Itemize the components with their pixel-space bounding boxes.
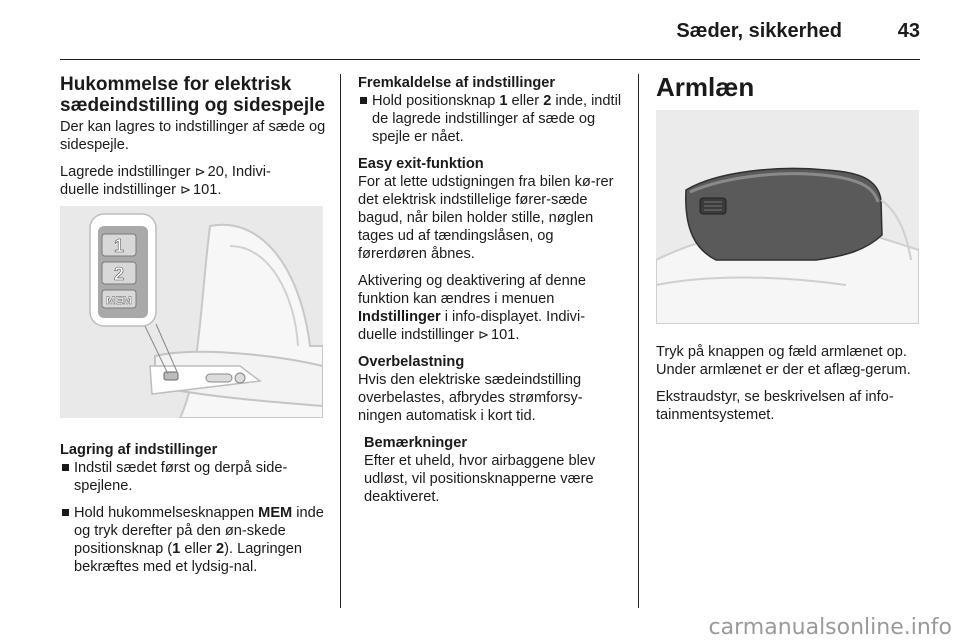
- save-heading: Lagring af indstillinger: [60, 442, 218, 458]
- armrest-text-1: Tryk på knappen og fæld armlænet op. Under armlænet er der et aflæg-gerum.: [656, 344, 911, 378]
- bullet2-or: eller: [180, 541, 216, 557]
- note-block: [358, 434, 624, 506]
- reference-arrow-icon: ⊳: [194, 164, 206, 179]
- column-2: [358, 74, 624, 515]
- armrest-heading: Armlæn: [656, 72, 755, 102]
- header-title: Sæder, sikkerhed: [676, 20, 842, 42]
- armrest-text-2: Ekstraudstyr, se beskrivelsen af info-tainmentsystemet.: [656, 389, 894, 423]
- watermark: carmanualsonline.info: [708, 615, 952, 640]
- ref-b-text: duelle indstillinger: [60, 182, 177, 198]
- overload-text: Hvis den elektriske sædeindstilling overbelastes, afbrydes strømforsy-ningen automatisk i kort tid.: [358, 372, 583, 424]
- bullet2-a: Hold hukommelsesknappen: [74, 505, 259, 521]
- reference-arrow-icon: ⊳: [180, 182, 191, 197]
- note-text: Efter et uheld, hvor airbaggene blev udløst, vil positionsknapperne være deaktiveret.: [364, 453, 596, 505]
- bullet2-1: 1: [172, 541, 181, 557]
- memory-button-1: 1: [113, 236, 125, 256]
- column-1: [60, 74, 326, 208]
- easy-exit-text: For at lette udstigningen fra bilen kø-rer det elektrisk indstillelige fører-sæde bagud, når bilen holder stille, nøglen tages ud af tændingslåsen, og førerdøren åbnes.: [358, 174, 614, 262]
- ref-a-text: Lagrede indstillinger: [60, 164, 191, 180]
- column-divider-2: [638, 74, 639, 608]
- armrest-drawing: [656, 110, 919, 324]
- reference-text: [60, 163, 326, 199]
- recall-2: 2: [543, 93, 552, 109]
- ref-a-num: 20, Indivi-: [207, 164, 271, 180]
- easy-exit-heading: Easy exit-funktion: [358, 156, 484, 172]
- activation-a: Aktivering og deaktivering af denne funktion kan ændres i menuen: [358, 273, 586, 307]
- activation-b: i info-displayet. Indivi-duelle indstillinger: [358, 309, 586, 343]
- intro-text: Der kan lagres to indstillinger af sæde og sidespejle.: [60, 119, 326, 153]
- column-divider-1: [340, 74, 341, 608]
- bullet2-mem: MEM: [258, 505, 293, 521]
- list-item: [60, 459, 326, 495]
- armrest-illustration: [656, 110, 919, 324]
- recall-or: eller: [507, 93, 544, 109]
- reference-arrow-icon: ⊳: [478, 327, 489, 342]
- activation-bold: Indstillinger: [358, 309, 441, 325]
- seat-memory-drawing: [60, 206, 323, 418]
- recall-steps-list: [358, 92, 624, 146]
- section-heading: [60, 74, 326, 116]
- bullet2-2: 2: [215, 541, 225, 557]
- memory-button-2: 2: [113, 264, 125, 284]
- save-steps-list: [60, 459, 326, 576]
- recall-b: inde, indtil de lagrede indstillinger af sæde og spejle er nået.: [372, 93, 622, 145]
- column-1-lower: [60, 441, 326, 585]
- list-item: [60, 504, 326, 576]
- page-number: 43: [897, 20, 920, 42]
- column-3: [656, 72, 920, 102]
- bullet2-b: inde og tryk derefter på den øn-skede positionsknap (: [74, 505, 324, 557]
- seat-memory-illustration: [60, 206, 323, 418]
- activation-num: 101.: [490, 327, 520, 343]
- note-heading: Bemærkninger: [364, 435, 467, 451]
- section-heading-line1: Hukommelse for elektrisk: [60, 74, 292, 95]
- ref-b-num: 101.: [192, 182, 222, 198]
- memory-button-mem: MEM: [106, 295, 132, 307]
- bullet2-c: ). Lagringen bekræftes med et lydsig-nal.: [74, 541, 302, 575]
- column-3-lower: [656, 343, 920, 433]
- bullet1-text: Indstil sædet først og derpå side-spejlene.: [74, 460, 288, 494]
- list-item: [358, 92, 624, 146]
- activation-text: [358, 272, 624, 344]
- overload-heading: Overbelastning: [358, 354, 465, 370]
- header-rule: [60, 59, 920, 60]
- recall-heading: Fremkaldelse af indstillinger: [358, 75, 556, 91]
- recall-a: Hold positionsknap: [372, 93, 500, 109]
- section-heading-line2: sædeindstilling og sidespejle: [60, 95, 325, 116]
- recall-1: 1: [499, 93, 508, 109]
